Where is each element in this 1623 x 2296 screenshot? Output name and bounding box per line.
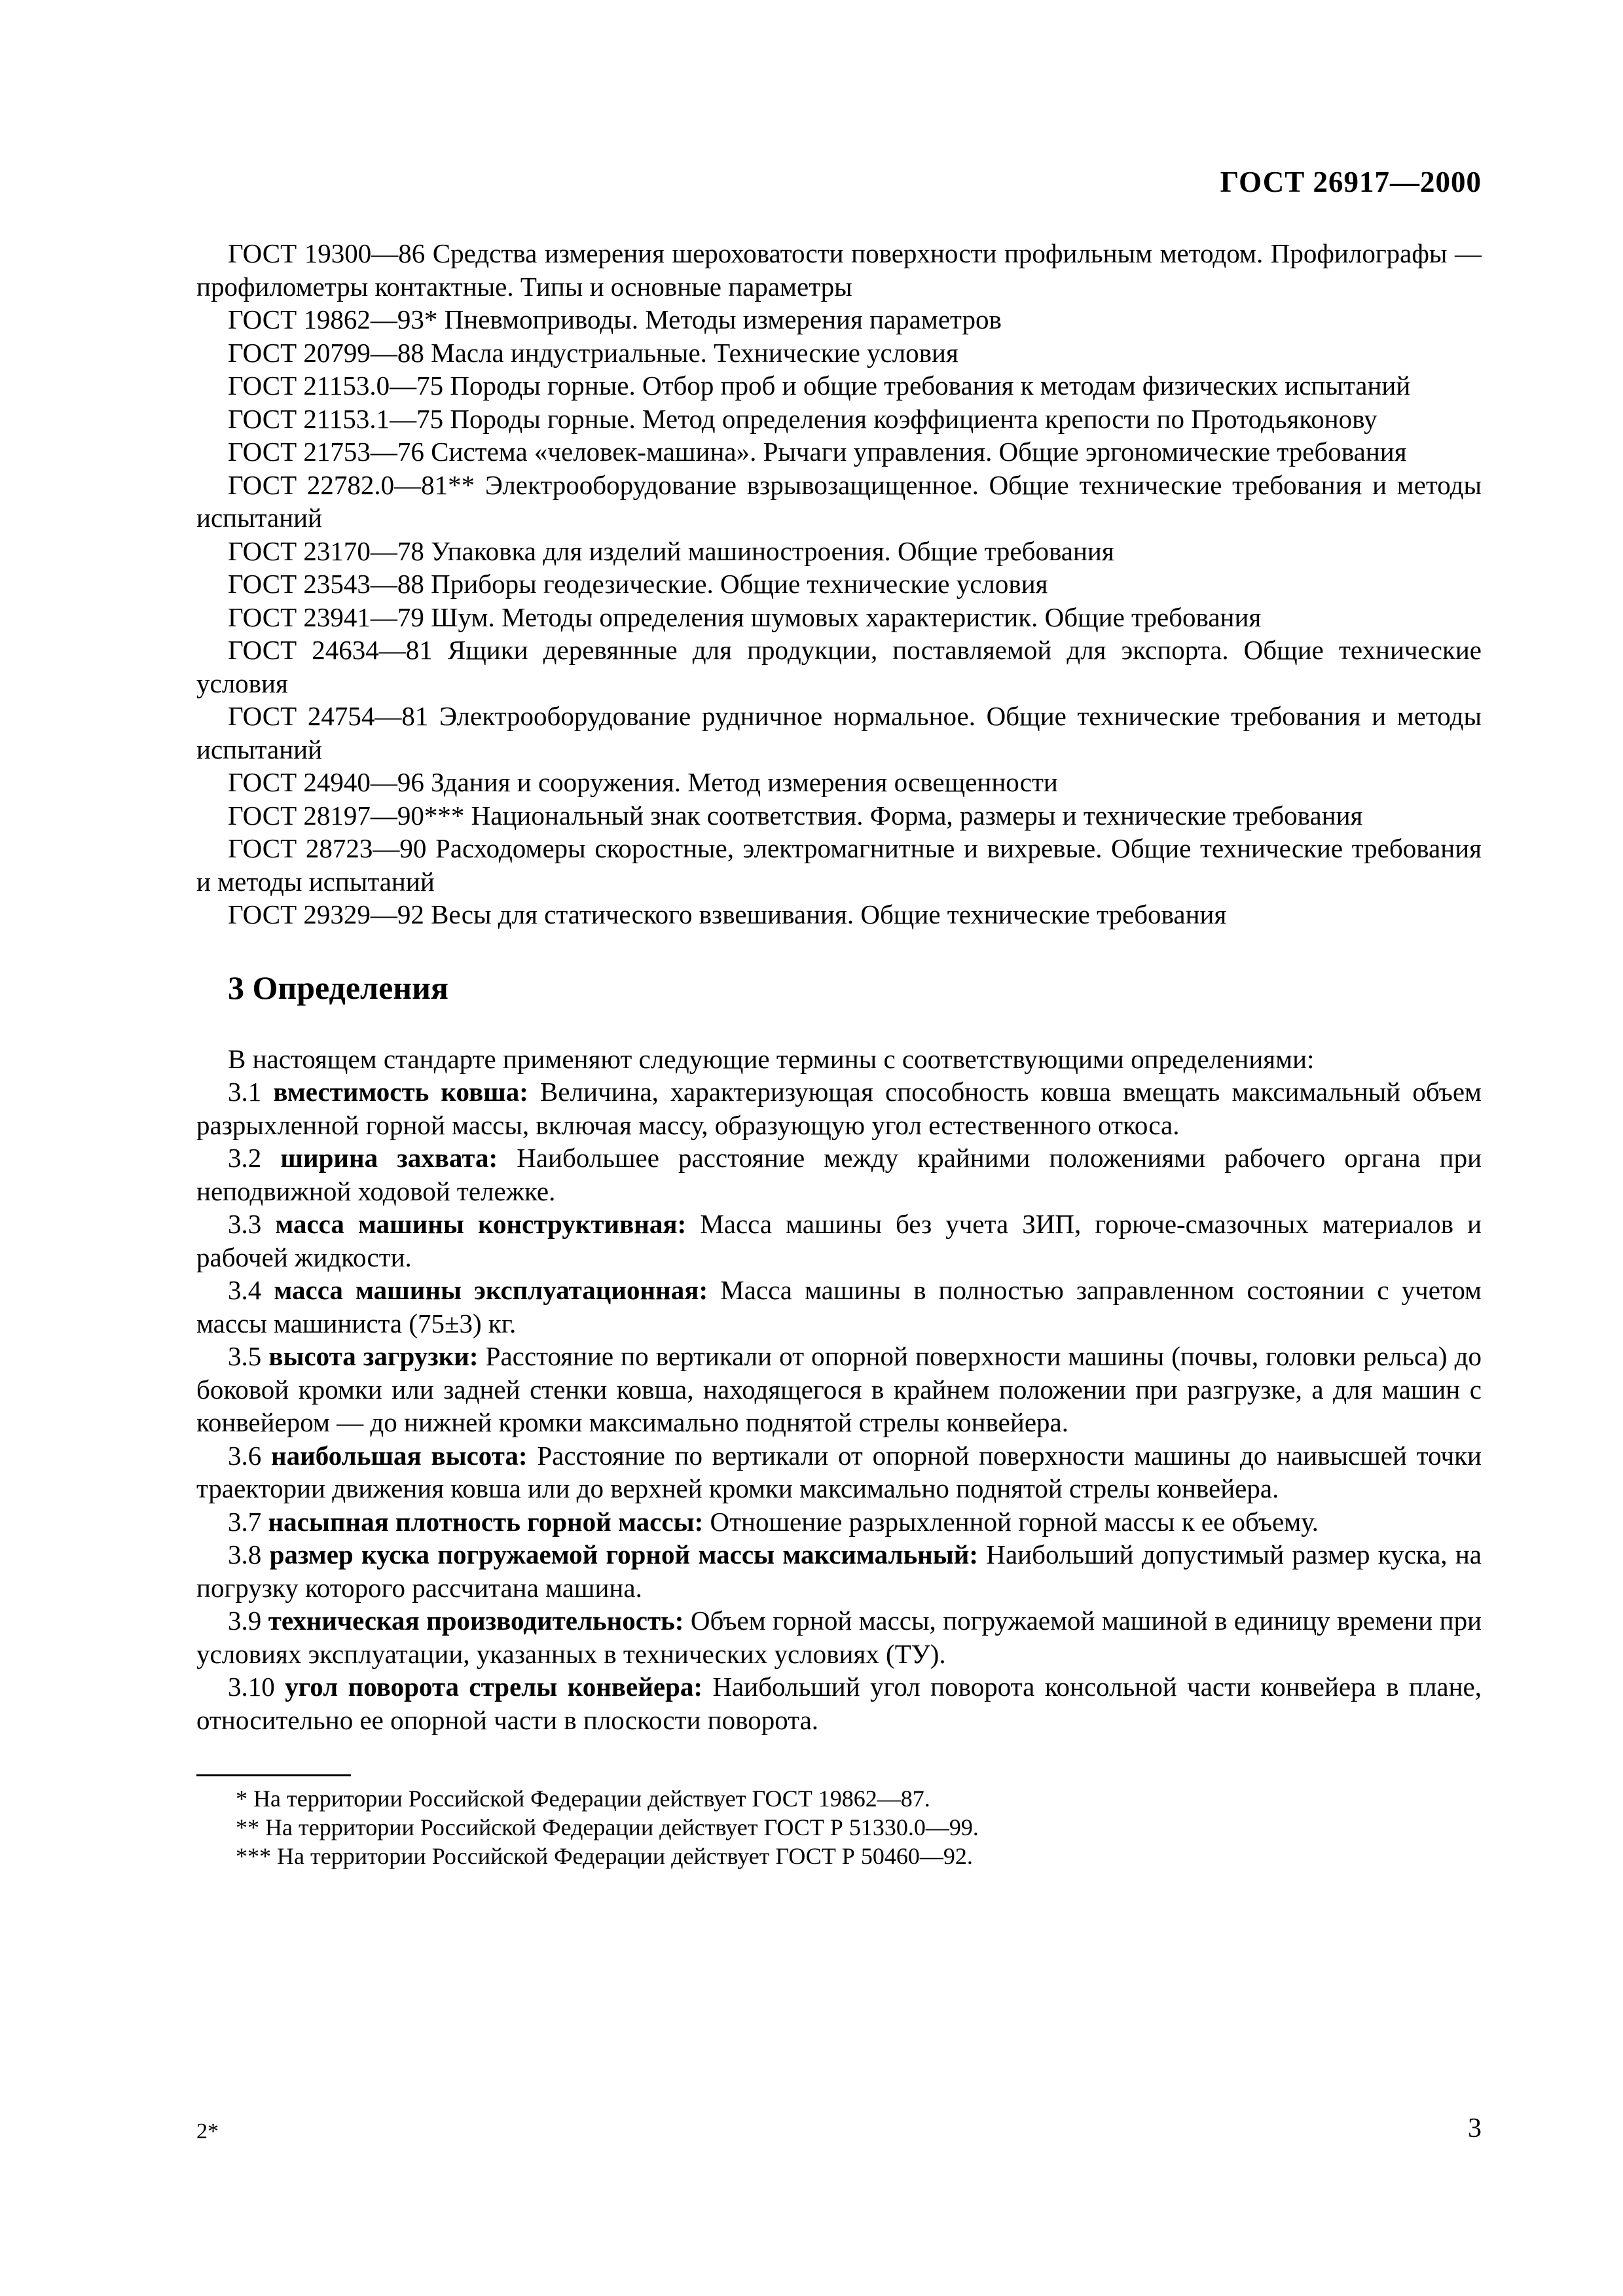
definition-number: 3.3 — [228, 1209, 262, 1239]
reference-item: ГОСТ 21753—76 Система «человек-машина». Рычаги управления. Общие эргономические требования — [228, 437, 1407, 467]
definition-item — [196, 1670, 1482, 1736]
definition-text: Наибольшее расстояние между крайними положениями рабочего органа при неподвижной ходовой тележке. — [196, 1143, 1482, 1206]
definition-number: 3.4 — [228, 1275, 262, 1305]
definition-text: Отношение разрыхленной горной массы к ее объему. — [710, 1506, 1319, 1537]
reference-item: ГОСТ 24940—96 Здания и сооружения. Метод измерения освещенности — [228, 767, 1058, 797]
definition-term: масса машины конструктивная: — [275, 1209, 687, 1239]
definition-number: 3.9 — [228, 1605, 262, 1636]
definition-term: угол поворота стрелы конвейера: — [285, 1672, 703, 1702]
definition-term: техническая производительность: — [268, 1605, 684, 1636]
definition-number: 3.5 — [228, 1341, 262, 1371]
reference-item: ГОСТ 28723—90 Расходомеры скоростные, электромагнитные и вихревые. Общие технические требования и методы испытаний — [196, 833, 1482, 897]
definitions-list — [196, 1075, 1482, 1736]
definition-item — [196, 1538, 1482, 1604]
definition-term: масса машины эксплуатационная: — [274, 1275, 708, 1305]
definition-number: 3.10 — [228, 1672, 275, 1702]
page-number: 3 — [1468, 2113, 1482, 2144]
reference-item: ГОСТ 24634—81 Ящики деревянные для продукции, поставляемой для экспорта. Общие технические условия — [196, 635, 1482, 698]
reference-item: ГОСТ 20799—88 Масла индустриальные. Технические условия — [228, 337, 958, 368]
definition-item — [196, 1439, 1482, 1505]
definition-number: 3.2 — [228, 1143, 262, 1173]
definition-term: насыпная плотность горной массы: — [268, 1506, 704, 1537]
definition-term: вместимость ковша: — [273, 1077, 528, 1107]
footnote: * На территории Российской Федерации действует ГОСТ 19862—87. — [236, 1785, 930, 1812]
definition-number: 3.8 — [228, 1539, 262, 1570]
definition-item — [196, 1604, 1482, 1670]
reference-item: ГОСТ 19300—86 Средства измерения шероховатости поверхности профильным методом. Профилографы — профилометры контактные. Типы и основные параметры — [196, 238, 1482, 302]
definition-term: высота загрузки: — [268, 1341, 479, 1371]
reference-item: ГОСТ 23543—88 Приборы геодезические. Общие технические условия — [228, 569, 1048, 599]
definition-item — [196, 1075, 1482, 1141]
reference-item: ГОСТ 24754—81 Электрооборудование рудничное нормальное. Общие технические требования и методы испытаний — [196, 701, 1482, 764]
definition-term: ширина захвата: — [280, 1143, 498, 1173]
definition-number: 3.6 — [228, 1440, 262, 1471]
footnote: *** На территории Российской Федерации действует ГОСТ Р 50460—92. — [236, 1843, 973, 1869]
definition-number: 3.1 — [228, 1077, 262, 1107]
sheet-mark: 2* — [196, 2119, 219, 2144]
definition-text: Масса машины в полностью заправленном состоянии с учетом массы машиниста (75±3) кг. — [196, 1275, 1482, 1338]
definition-text: Величина, характеризующая способность ковша вмещать максимальный объем разрыхленной горной массы, включая массу, образующую угол естественного откоса. — [196, 1077, 1482, 1140]
definition-text: Наибольший угол поворота консольной части конвейера в плане, относительно ее опорной части в плоскости поворота. — [196, 1672, 1482, 1735]
definition-item — [196, 1141, 1482, 1208]
section-intro: В настоящем стандарте применяют следующие термины с соответствующими определениями: — [228, 1043, 1315, 1074]
footnote: ** На территории Российской Федерации действует ГОСТ Р 51330.0—99. — [236, 1814, 979, 1840]
reference-item: ГОСТ 21153.1—75 Породы горные. Метод определения коэффициента крепости по Протодьяконову — [228, 403, 1377, 434]
footnotes — [196, 1774, 1482, 1871]
reference-item: ГОСТ 29329—92 Весы для статического взвешивания. Общие технические требования — [228, 899, 1227, 929]
footnote-separator — [196, 1774, 351, 1776]
section-title: 3 Определения — [228, 969, 448, 1006]
reference-item: ГОСТ 23941—79 Шум. Методы определения шумовых характеристик. Общие требования — [228, 601, 1262, 632]
definition-item — [196, 1505, 1482, 1539]
definition-item — [196, 1340, 1482, 1439]
definition-item — [196, 1274, 1482, 1340]
reference-item: ГОСТ 22782.0—81** Электрооборудование взрывозащищенное. Общие технические требования и методы испытаний — [196, 469, 1482, 533]
normative-references — [196, 237, 1482, 931]
reference-item: ГОСТ 19862—93* Пневмоприводы. Методы измерения параметров — [228, 304, 1002, 334]
definition-item — [196, 1208, 1482, 1274]
definition-text: Наибольший допустимый размер куска, на погрузку которого рассчитана машина. — [196, 1539, 1482, 1603]
reference-item: ГОСТ 21153.0—75 Породы горные. Отбор проб и общие требования к методам физических испытаний — [228, 370, 1411, 401]
definition-text: Объем горной массы, погружаемой машиной в единицу времени при условиях эксплуатации, указанных в технических условиях (ТУ). — [196, 1605, 1482, 1669]
definition-term: наибольшая высота: — [271, 1440, 528, 1471]
definition-number: 3.7 — [228, 1506, 262, 1537]
definition-text: Расстояние по вертикали от опорной поверхности машины до наивысшей точки траектории движения ковша или до верхней кромки максимально поднятой стрелы конвейера. — [196, 1440, 1482, 1503]
reference-item: ГОСТ 23170—78 Упаковка для изделий машиностроения. Общие требования — [228, 535, 1114, 566]
definition-term: размер куска погружаемой горной массы максимальный: — [269, 1539, 979, 1570]
reference-item: ГОСТ 28197—90*** Национальный знак соответствия. Форма, размеры и технические требования — [228, 800, 1363, 831]
page-content — [196, 237, 1482, 1871]
definition-text: Расстояние по вертикали от опорной поверхности машины (почвы, головки рельса) до боковой кромки или задней стенки ковша, находящегося в крайнем положении при разгрузке, а для машин с конвейером — до нижней кромки максимально поднятой стрелы конвейера. — [196, 1341, 1482, 1437]
definition-text: Масса машины без учета ЗИП, горюче-смазочных материалов и рабочей жидкости. — [196, 1209, 1482, 1272]
document-header: ГОСТ 26917—2000 — [1220, 166, 1482, 198]
